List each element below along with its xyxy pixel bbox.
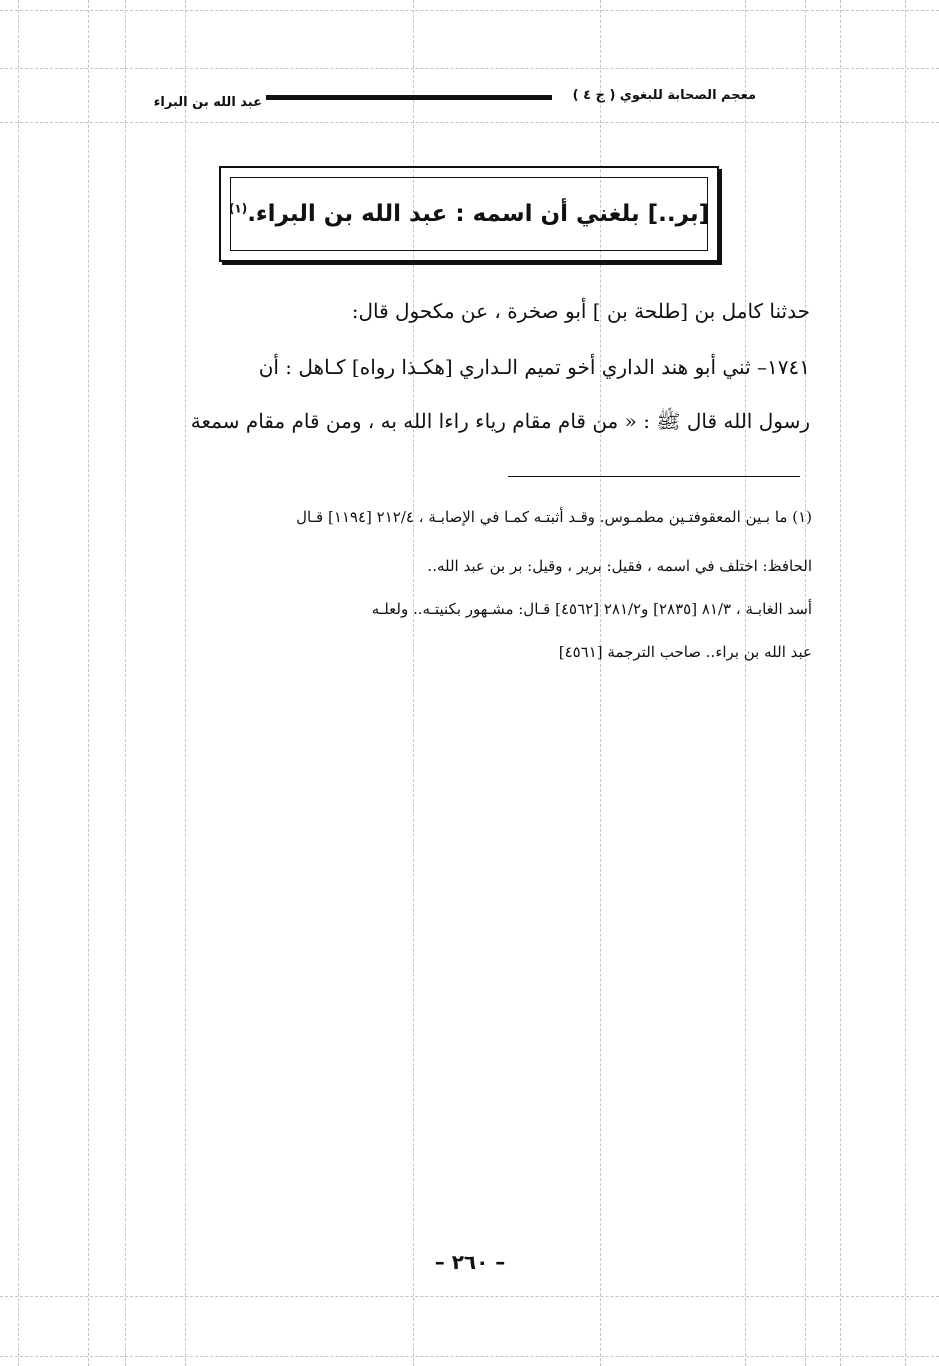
guide-line (0, 1296, 939, 1297)
guide-line (745, 0, 746, 1366)
guide-line (0, 68, 939, 69)
entry-title (229, 201, 709, 227)
footnote-line: عبد الله بن براء.. صاحب الترجمة [٤٥٦١] (558, 643, 812, 661)
entry-title-box (219, 166, 719, 262)
footnote-line: الحافظ: اختلف في اسمه ، فقيل: برير ، وقيل: بر بن عبد الله.. (427, 557, 812, 575)
header-book-title: معجم الصحابة للبغوي ( ج ٤ ) (572, 88, 756, 103)
guide-line (125, 0, 126, 1366)
guide-line (88, 0, 89, 1366)
guide-line (805, 0, 806, 1366)
header-section-title: عبد الله بن البراء (153, 95, 262, 110)
guide-line (905, 0, 906, 1366)
guide-line (0, 1356, 939, 1357)
footnote-line: (١) ما بـين المعقوفتـين مطمـوس. وقـد أثبتـه كمـا في الإصابـة ، ٢١٢/٤ [١١٩٤] قـال (296, 508, 812, 526)
header-rule (266, 95, 552, 100)
body-line: رسول الله قال ﷺ : « من قام مقام رياء راءا الله به ، ومن قام مقام سمعة (190, 409, 810, 433)
footnote-separator (508, 476, 800, 477)
entry-title-text: [بر..] بلغني أن اسمه : عبد الله بن البراء. (247, 201, 710, 227)
guide-line (0, 122, 939, 123)
footnote-line: أسد الغابـة ، ٨١/٣ [٢٨٣٥] و٢٨١/٢ [٤٥٦٢] قـال: مشـهور بكنيتـه.. ولعلـه (371, 600, 812, 618)
page-number: – ٢٦٠ – (434, 1250, 506, 1274)
entry-title-frame (230, 177, 708, 251)
body-line: ١٧٤١– ثني أبو هند الداري أخو تميم الـداري [هكـذا رواه] كـاهل : أن (258, 355, 810, 379)
body-line: حدثنا كامل بن [طلحة بن ] أبو صخرة ، عن مكحول قال: (351, 299, 810, 323)
guide-line (185, 0, 186, 1366)
guide-line (0, 10, 939, 11)
guide-line (18, 0, 19, 1366)
footnote-ref: (١) (228, 201, 248, 216)
guide-line (840, 0, 841, 1366)
